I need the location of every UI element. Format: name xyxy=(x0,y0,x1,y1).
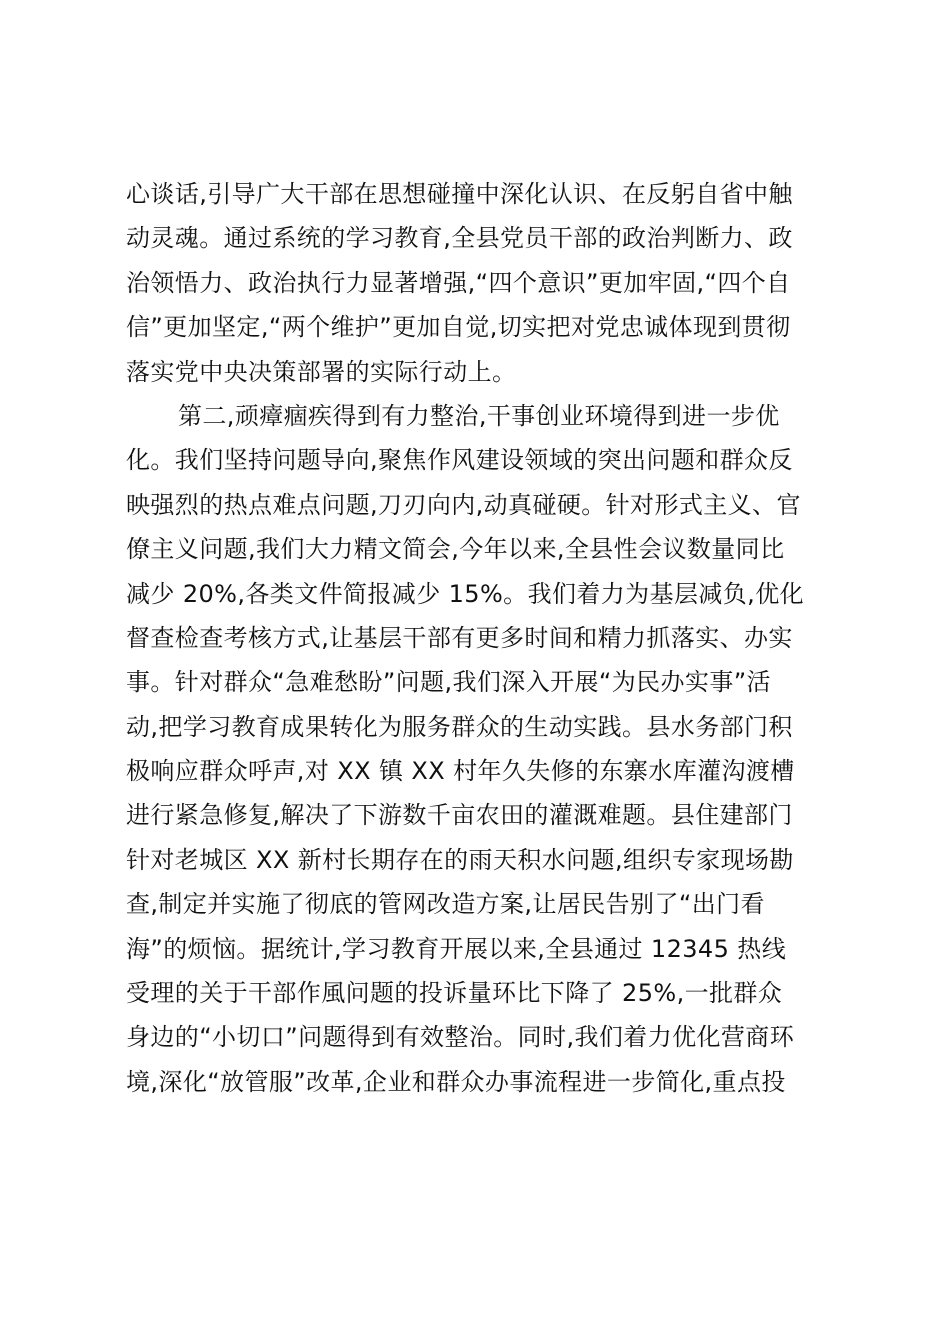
text-line: 针对老城区 XX 新村长期存在的雨天积水问题,组织专家现场勘 xyxy=(126,845,794,874)
text-line: 僚主义问题,我们大力精文简会,今年以来,全县性会议数量同比 xyxy=(126,535,785,564)
text-line: 海”的烦恼。据统计,学习教育开展以来,全县通过 12345 热线 xyxy=(126,934,787,963)
text-line: 动灵魂。通过系统的学习教育,全县党员干部的政治判断力、政 xyxy=(126,224,793,253)
text-line: 减少 20%,各类文件简报减少 15%。我们着力为基层减负,优化 xyxy=(126,579,805,608)
text-line: 信”更加坚定,“两个维护”更加自觉,切实把对党忠诚体现到贯彻 xyxy=(126,313,791,342)
text-line: 身边的“小切口”问题得到有效整治。同时,我们着力优化营商环 xyxy=(126,1023,795,1052)
text-line: 受理的关于干部作風问题的投诉量环比下降了 25%,一批群众 xyxy=(126,979,783,1008)
text-line: 治领悟力、政治执行力显著增强,“四个意识”更加牢固,“四个自 xyxy=(126,268,791,297)
text-line: 境,深化“放管服”改革,企业和群众办事流程进一步简化,重点投 xyxy=(126,1067,786,1096)
text-line: 进行紧急修复,解决了下游数千亩农田的灌溉难题。县住建部门 xyxy=(126,801,793,830)
text-line: 查,制定并实施了彻底的管网改造方案,让居民告别了“出门看 xyxy=(126,890,765,919)
text-line: 督查检查考核方式,让基层干部有更多时间和精力抓落实、办实 xyxy=(126,623,793,652)
body-text xyxy=(126,172,836,1104)
text-line: 事。针对群众“急难愁盼”问题,我们深入开展“为民办实事”活 xyxy=(126,668,771,697)
text-line: 化。我们坚持问题导向,聚焦作风建设领域的突出问题和群众反 xyxy=(126,446,793,475)
text-line: 极响应群众呼声,对 XX 镇 XX 村年久失修的东寨水库灌沟渡槽 xyxy=(126,757,795,786)
paragraph-start-line: 第二,顽瘴痼疾得到有力整治,干事创业环境得到进一步优 xyxy=(178,401,780,430)
text-line: 动,把学习教育成果转化为服务群众的生动实践。县水务部门积 xyxy=(126,712,793,741)
text-line: 落实党中央决策部署的实际行动上。 xyxy=(126,357,517,386)
text-line: 映强烈的热点难点问题,刀刃向内,动真碰硬。针对形式主义、官 xyxy=(126,490,801,519)
text-line: 心谈话,引导广大干部在思想碰撞中深化认识、在反躬自省中触 xyxy=(126,180,793,208)
